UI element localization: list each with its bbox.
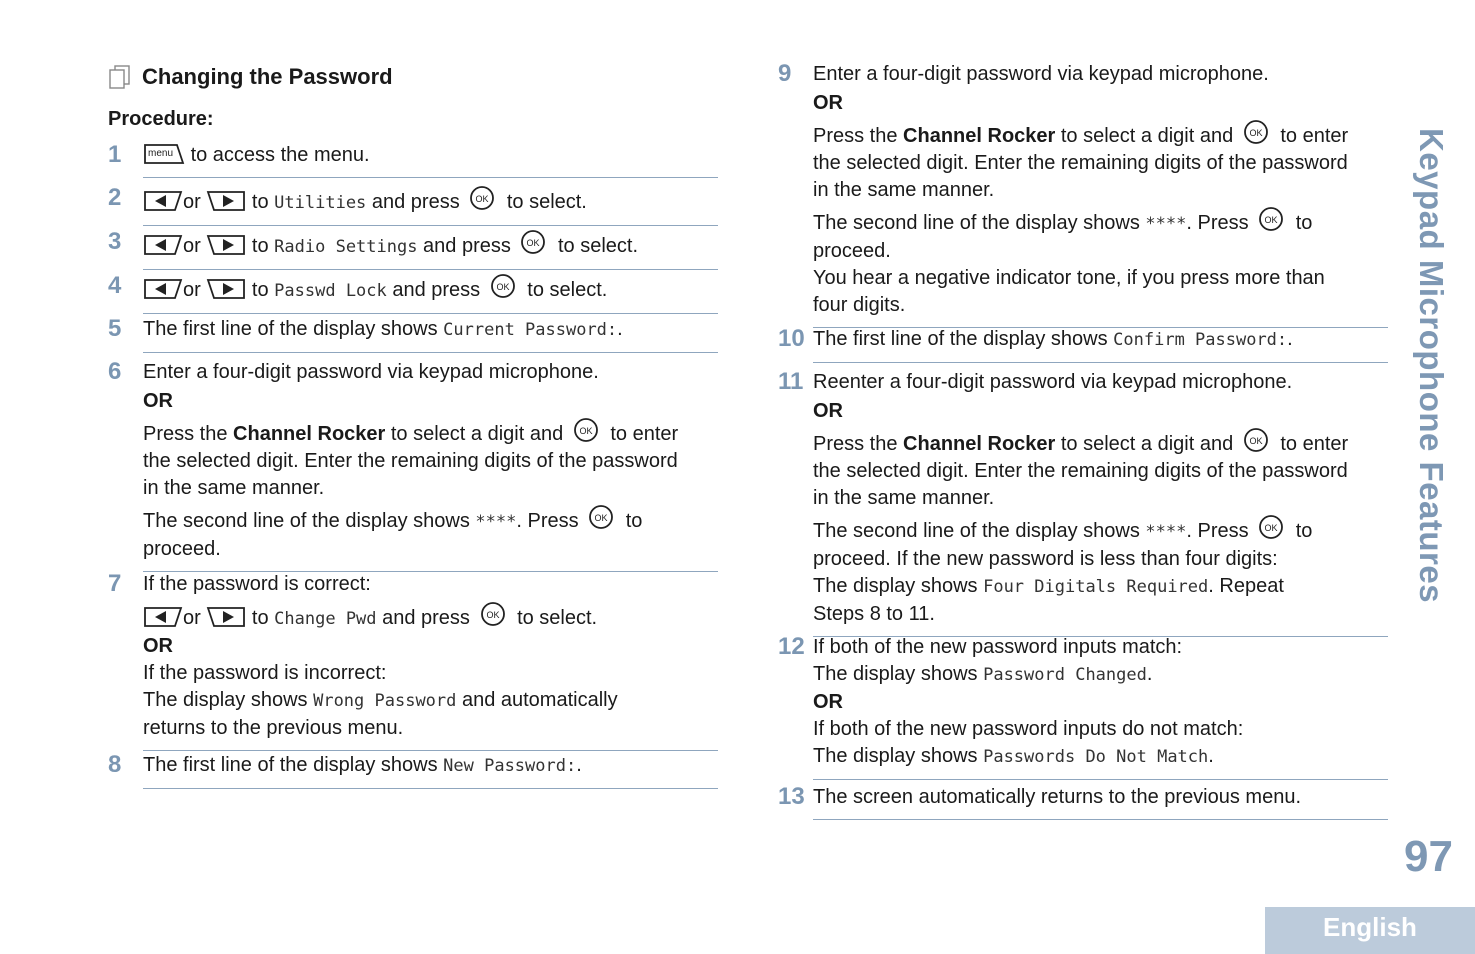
menu-button-icon <box>143 143 185 165</box>
step-text: Enter a four-digit password via keypad microphone. <box>143 361 599 383</box>
or-label: OR <box>143 635 173 657</box>
to-text: to <box>251 235 269 257</box>
right-arrow-button-icon <box>206 234 246 256</box>
step-8 <box>108 752 718 789</box>
select-digit-text: to select a digit and <box>1060 125 1234 147</box>
stars-text: **** <box>1145 214 1187 234</box>
section-title-text: Changing the Password <box>142 64 393 89</box>
ok-button-label: OK <box>594 513 608 523</box>
period: . <box>1146 663 1153 685</box>
step-10 <box>778 326 1388 363</box>
channel-rocker-text: Channel Rocker <box>903 433 1056 455</box>
or-label: OR <box>813 691 843 713</box>
ok-button-label: OK <box>579 426 593 436</box>
display-shows-text: The display shows <box>143 689 308 711</box>
display-text: Passwords Do Not Match <box>983 747 1209 767</box>
menu-target: Utilities <box>274 193 367 213</box>
same-manner-text: in the same manner. <box>143 477 325 499</box>
period: . <box>576 754 582 776</box>
step-9 <box>778 61 1388 328</box>
incorrect-text: If the password is incorrect: <box>143 662 387 684</box>
step-11 <box>778 369 1388 637</box>
to-select-text: to select. <box>517 607 598 629</box>
channel-rocker-text: Channel Rocker <box>903 125 1056 147</box>
ok-button-icon <box>588 504 614 530</box>
and-press-text: and press <box>423 235 511 257</box>
display-shows-text: The display shows <box>813 575 978 597</box>
step-5 <box>108 316 718 353</box>
to-select-text: to select. <box>527 279 608 301</box>
step-number: 3 <box>108 228 122 255</box>
second-line-label: The second line of the display shows <box>813 212 1140 234</box>
step-text: Reenter a four-digit password via keypad microphone. <box>813 371 1293 393</box>
step-text: to access the menu. <box>190 144 370 166</box>
procedure-label: Procedure: <box>108 108 214 130</box>
select-digit-text: to select a digit and <box>1060 433 1234 455</box>
step-number: 8 <box>108 751 122 778</box>
enter-remaining-text: the selected digit. Enter the remaining digits of the password <box>813 152 1348 174</box>
step-number: 6 <box>108 358 122 385</box>
period: . <box>1208 745 1214 767</box>
left-arrow-button-icon <box>143 190 183 212</box>
second-line-text <box>143 504 718 536</box>
press-text: . Press <box>1186 212 1249 234</box>
second-line-label: The second line of the display shows <box>143 510 470 532</box>
auto-text: and automatically <box>461 689 618 711</box>
nomatch-line <box>813 743 1388 771</box>
step-number: 9 <box>778 60 792 87</box>
menu-button-label: menu <box>148 148 174 159</box>
press-text: . Press <box>1186 520 1249 542</box>
step-number: 13 <box>778 783 805 810</box>
to-enter-text: to enter <box>610 423 679 445</box>
ok-button-icon <box>573 417 599 443</box>
display-text: Wrong Password <box>313 691 457 711</box>
display-text: Confirm Password: <box>1113 330 1288 350</box>
change-pwd-line <box>143 601 718 633</box>
and-press-text: and press <box>382 607 470 629</box>
step-13 <box>778 784 1388 820</box>
step-6 <box>108 359 718 572</box>
press-the-text: Press the <box>813 433 898 455</box>
page-number: 97 <box>1404 832 1453 881</box>
step-number: 7 <box>108 570 122 597</box>
ok-button-icon <box>480 601 506 627</box>
ok-button-label: OK <box>496 282 510 292</box>
display-text: Four Digitals Required <box>983 577 1209 597</box>
four-required-line <box>813 573 1388 601</box>
step-3 <box>108 229 718 270</box>
step-text: If both of the new password inputs match: <box>813 636 1183 658</box>
to-text: to <box>625 510 643 532</box>
or-text: or <box>183 607 201 629</box>
step-number: 5 <box>108 315 122 342</box>
proceed-text: proceed. <box>813 240 891 262</box>
menu-target: Change Pwd <box>274 609 377 629</box>
or-text: or <box>183 191 201 213</box>
step-12 <box>778 634 1388 780</box>
proceed-if-text: proceed. If the new password is less than four digits: <box>813 548 1278 570</box>
to-text: to <box>1295 520 1313 542</box>
ok-button-icon <box>469 185 495 211</box>
wrong-line <box>143 687 718 715</box>
ok-button-icon <box>1243 119 1269 145</box>
enter-remaining-text: the selected digit. Enter the remaining digits of the password <box>143 450 678 472</box>
step-7 <box>108 571 718 751</box>
and-press-text: and press <box>371 191 460 213</box>
step-text: The first line of the display shows <box>813 328 1108 350</box>
ok-button-label: OK <box>475 194 489 204</box>
ok-button-label: OK <box>1264 523 1278 533</box>
display-text: Current Password: <box>443 320 618 340</box>
or-label: OR <box>813 400 843 422</box>
step-1 <box>108 142 718 178</box>
ok-button-icon <box>1258 206 1284 232</box>
menu-target: Passwd Lock <box>274 281 387 301</box>
to-text: to <box>251 191 269 213</box>
press-text: . Press <box>516 510 579 532</box>
to-text: to <box>1295 212 1313 234</box>
ok-button-label: OK <box>526 238 540 248</box>
or-label: OR <box>813 92 843 114</box>
step-number: 2 <box>108 184 122 211</box>
left-arrow-button-icon <box>143 278 183 300</box>
chapter-side-title: Keypad Microphone Features <box>1413 128 1450 604</box>
stars-text: **** <box>475 512 517 532</box>
press-the-text: Press the <box>143 423 228 445</box>
task-icon <box>108 64 132 90</box>
step-text: If the password is correct: <box>143 573 371 595</box>
to-enter-text: to enter <box>1280 125 1349 147</box>
ok-button-label: OK <box>485 610 500 620</box>
same-manner-text: in the same manner. <box>813 487 995 509</box>
enter-remaining-text: the selected digit. Enter the remaining digits of the password <box>813 460 1348 482</box>
step-4 <box>108 273 718 314</box>
right-arrow-button-icon <box>206 190 246 212</box>
nomatch-condition: If both of the new password inputs do not match: <box>813 718 1244 740</box>
press-the-text: Press the <box>813 125 898 147</box>
step-number: 10 <box>778 325 805 352</box>
ok-button-icon <box>520 229 546 255</box>
or-text: or <box>183 279 201 301</box>
to-text: to <box>251 607 269 629</box>
ok-button-label: OK <box>1249 128 1263 138</box>
to-select-text: to select. <box>506 191 587 213</box>
second-line-text <box>813 206 1388 238</box>
same-manner-text: in the same manner. <box>813 179 995 201</box>
negative-tone-text-2: four digits. <box>813 294 906 316</box>
repeat-text: . Repeat <box>1208 575 1284 597</box>
display-shows-text: The display shows <box>813 663 978 685</box>
language-tab: English <box>1265 907 1475 954</box>
right-arrow-button-icon <box>206 278 246 300</box>
step-text: The first line of the display shows <box>143 754 438 776</box>
channel-rocker-text: Channel Rocker <box>233 423 386 445</box>
section-title <box>108 62 393 92</box>
to-text: to <box>251 279 269 301</box>
left-arrow-button-icon <box>143 234 183 256</box>
second-line-text <box>813 514 1388 546</box>
changed-line <box>813 661 1388 689</box>
or-label: OR <box>143 390 173 412</box>
select-digit-text: to select a digit and <box>390 423 564 445</box>
display-shows-text: The display shows <box>813 745 978 767</box>
ok-button-icon <box>1258 514 1284 540</box>
step-2 <box>108 185 718 226</box>
proceed-text: proceed. <box>143 538 221 560</box>
menu-target: Radio Settings <box>274 237 418 257</box>
steps-ref-text: Steps 8 to 11. <box>813 603 935 625</box>
step-text: Enter a four-digit password via keypad microphone. <box>813 63 1269 85</box>
step-text: The screen automatically returns to the previous menu. <box>813 786 1302 808</box>
ok-button-label: OK <box>1249 436 1263 446</box>
second-line-label: The second line of the display shows <box>813 520 1140 542</box>
ok-button-label: OK <box>1264 215 1278 225</box>
display-text: Password Changed <box>983 665 1147 685</box>
negative-tone-text: You hear a negative indicator tone, if you press more than <box>813 267 1325 289</box>
step-text: The first line of the display shows <box>143 318 438 340</box>
period: . <box>1287 328 1293 350</box>
to-enter-text: to enter <box>1280 433 1349 455</box>
left-arrow-button-icon <box>143 606 183 628</box>
ok-button-icon <box>1243 427 1269 453</box>
step-number: 1 <box>108 141 122 168</box>
returns-text: returns to the previous menu. <box>143 717 404 739</box>
or-text: or <box>183 235 201 257</box>
period: . <box>617 318 623 340</box>
to-select-text: to select. <box>558 235 639 257</box>
channel-rocker-line <box>813 427 1388 458</box>
step-number: 12 <box>778 633 805 660</box>
step-number: 4 <box>108 272 122 299</box>
right-arrow-button-icon <box>206 606 246 628</box>
step-number: 11 <box>778 368 804 395</box>
stars-text: **** <box>1145 522 1187 542</box>
ok-button-icon <box>490 273 516 299</box>
channel-rocker-line <box>813 119 1388 150</box>
and-press-text: and press <box>392 279 481 301</box>
channel-rocker-line <box>143 417 718 448</box>
display-text: New Password: <box>443 756 577 776</box>
